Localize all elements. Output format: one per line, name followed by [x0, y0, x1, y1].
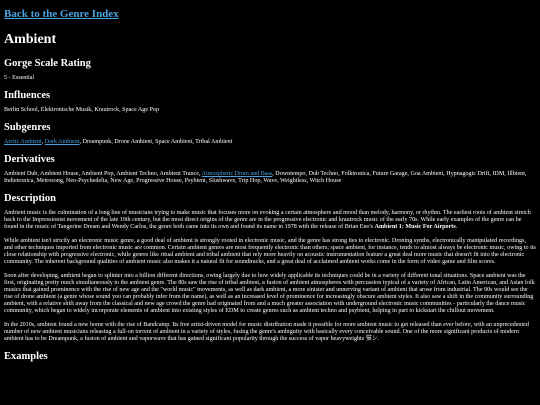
derivatives-list [4, 171, 536, 185]
derivatives-text-after: , Downtempo, Dub Techno, Folktronica, Future Garage, Goa Ambient, Hypnagogic Drift, IDM, Illbient, Indietronica, Metrosong, Neo-Psychedelia, New Age, Progressive House, Psybient, Slushwave, Trip Hop, Wave, Weightless, Witch House [4, 171, 527, 184]
description-paragraph-1 [4, 210, 536, 231]
desc-p1-text: Ambient music is the culmination of a long line of musicians trying to make music that focuses more on evoking a certain atmosphere and mood than melody, harmony, or rhythm. The earliest roots of ambient stretch back to the Impressionist movement of the late 19th century, but the most direct origins of the genre are in the progressive electronic and krautrock music of the early 70s. While early examples of the genre can be found in the music of Tangerine Dream and Wendy Carlos, the genre both came into its own and found its name in 1978 with the release of Brian Eno's [4, 210, 531, 230]
description-paragraph-3: Soon after developing, ambient began to splinter into a billion different directions, owing largely due to how widely applicable its techniques could be in a variety of different tonal situations. Space ambient was the first, originating pretty much simultaneously to the ambient genre. The 80s saw the rise of tribal ambient, a fusion of ambient atmospheres with percussion typical of a variety of African, Latin American, and Asian folk musics that gained prominence with the rise of new age and the "world music" movements, as well as dark ambient, a more sinister and unnerving variant of ambient that arose from industrial. The 90s would see the rise of drone ambient (a genre whose sound you can probably infer from the name), as well as an increased level of prominence for increasingly obscure ambient styles. It also saw a shift in the community surrounding ambient, with a relative shift away from the classical and new age crowd the genre had originated from and a much greater association with underground electronic music communities - particularly the dance music community, which began to widely incorporate elements of ambient into existing styles of EDM to create genres such as ambient techno and psybient, helping in part to kickstart the chillout movement. [4, 273, 535, 314]
subgenre-drone-ambient: Drone Ambient [114, 139, 153, 145]
description-paragraph-4: In the 2010s, ambient found a new home with the rise of Bandcamp. Its free artist-driven model for music distribution made it possible for more ambient music to get released than ever before, with an unprecedented number of new ambient musicians releasing a full-on torrent of ambient in a variety of styles, fusing the genre's ambiguity with basically every conceivable sound. One of the more significant products of modern ambient has to be Dreampunk, a fusion of ambient and vaporwave that has gained significant popularity through the success of vapor heavyweights 猫シ. [4, 322, 529, 342]
gorge-scale-value: 5 - Essential [4, 75, 35, 81]
description-heading: Description [4, 193, 56, 204]
derivatives-heading: Derivatives [4, 154, 55, 165]
description-body [4, 210, 536, 343]
back-to-genre-index-link[interactable]: Back to the Genre Index [4, 8, 119, 20]
desc-p1-end: . [455, 224, 458, 230]
subgenre-tribal-ambient: Tribal Ambient [195, 139, 233, 145]
derivative-link-atmospheric-dnb[interactable]: Atmospheric Drum and Bass [201, 171, 273, 177]
subgenre-link-dark-ambient[interactable]: Dark Ambient [44, 139, 80, 145]
subgenre-link-arctic-ambient[interactable]: Arctic Ambient [4, 139, 42, 145]
examples-heading: Examples [4, 351, 48, 362]
subgenre-dreampunk: Dreampunk [82, 139, 112, 145]
desc-p1-album-title: Ambient 1: Music For Airports [374, 224, 456, 230]
gorge-scale-heading: Gorge Scale Rating [4, 58, 91, 69]
page-title: Ambient [4, 32, 57, 47]
derivatives-text-before: Ambient Dub, Ambient House, Ambient Pop, Ambient Techno, Ambient Trance, [4, 171, 202, 177]
subgenres-list: Arctic Ambient, Dark Ambient, Dreampunk, Drone Ambient, Space Ambient, Tribal Ambient [4, 139, 233, 145]
subgenres-heading: Subgenres [4, 122, 51, 133]
influences-heading: Influences [4, 90, 51, 101]
influences-text: Berlin School, Elektronische Musik, Krautrock, Space Age Pop [4, 107, 160, 113]
description-paragraph-2: While ambient isn't strictly an electronic music genre, a good deal of ambient is strongly rooted in electronic music, and the genre has strong ties to electronic. Droning synths, electronically manipulated recordings, and other techniques imported from electronic music are common. Certain ambient genres are most frequently electronic than others; space ambient, for instance, tends to almost always be electronic music, owing to its close relationship with progressive electronic, while genres like ritual ambient and tribal ambient that rely more heavily on acoustic instrumentation feature a great deal more music that doesn't fit into the electronic community. The inherent background qualities of ambient music also makes it a natural fit for soundtracks, and a great deal of acclaimed ambient works come in the form of video game and film scores. [4, 238, 536, 265]
subgenre-space-ambient: Space Ambient [155, 139, 193, 145]
